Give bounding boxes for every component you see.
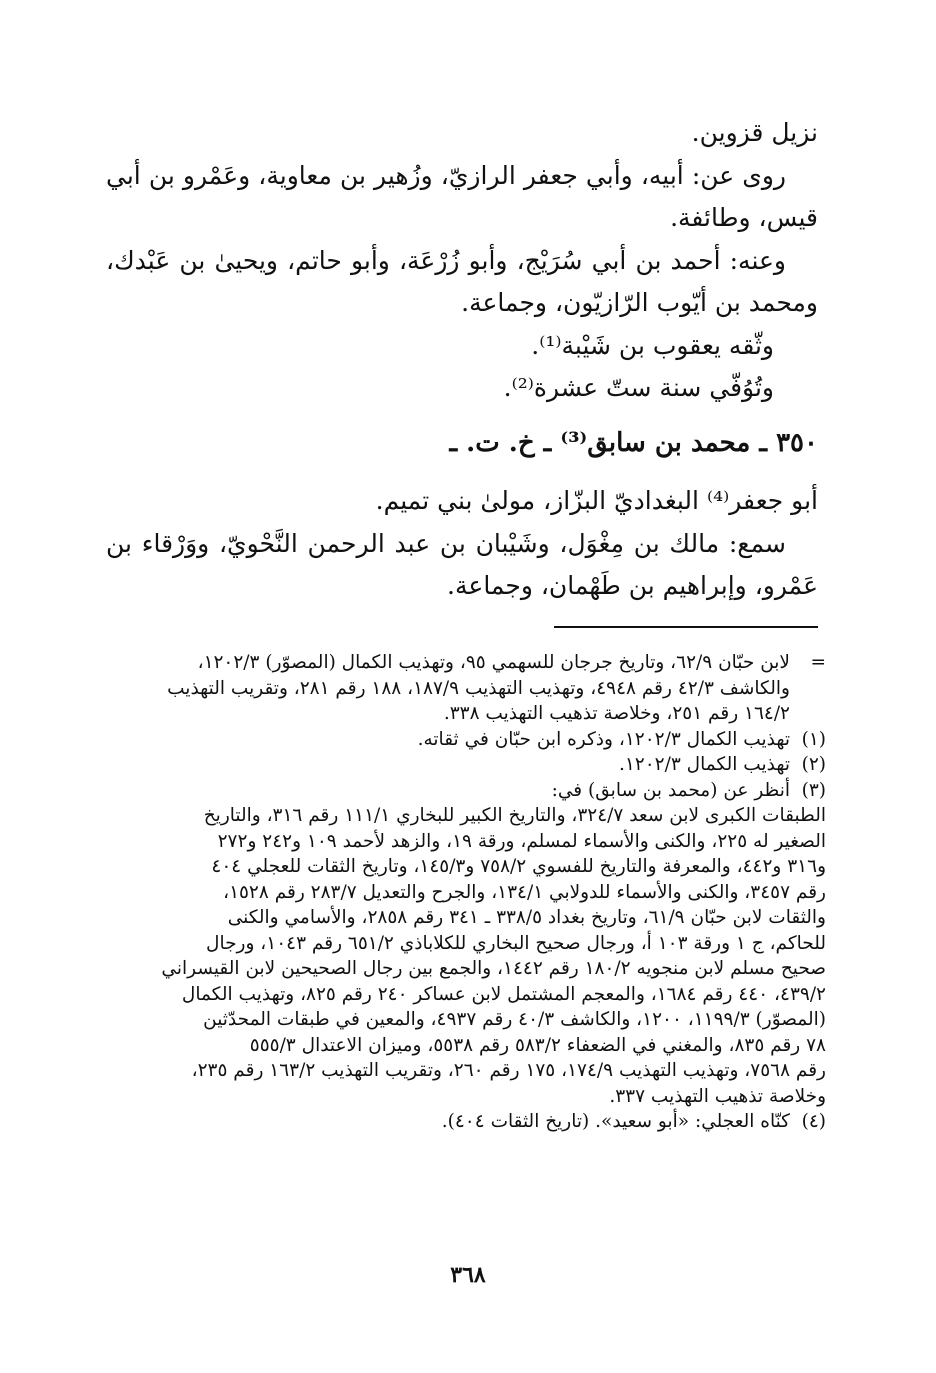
footnote-line: صحيح مسلم لابن منجويه ١٨٠/٢ رقم ١٤٤٢، والجمع بين رجال الصحيحين لابن القيسراني: [161, 958, 826, 979]
footnote-line: ١٦٤/٢ رقم ٢٥١، وخلاصة تذهيب التهذيب ٣٣٨.: [443, 703, 790, 724]
footnote-continuation: [102, 650, 826, 727]
footnote-2: [102, 752, 826, 778]
paragraph-death: وتُوُفّي سنة ستّ عشرة⁽²⁾.: [503, 373, 774, 402]
main-text: [106, 112, 818, 608]
footnote-marker: (٤): [801, 1111, 826, 1132]
footnote-marker: (١): [801, 728, 826, 750]
paragraph-narrated-from: روى عن: أبيه، وأبي جعفر الرازيّ، وزُهير بن معاوية، وعَمْرو بن أبي قيس، وطائفة.: [106, 160, 818, 232]
footnote-line: ٤٣٩/٢، ٤٤٠ رقم ١٦٨٤، والمعجم المشتمل لابن عساكر ٢٤٠ رقم ٨٢٥، وتهذيب الكمال: [181, 983, 826, 1005]
footnote-line: والثقات لابن حبّان ٦١/٩، وتاريخ بغداد ٣٣٨/٥ ـ ٣٤١ رقم ٢٨٥٨، والأسامي والكنى: [227, 907, 826, 928]
paragraph-narrated-by: وعنه: أحمد بن أبي سُرَيْج، وأبو زُرْعَة، وأبو حاتم، ويحيىٰ بن عَبْدك، ومحمد بن أيّوب الرّازيّون، وجماعة.: [106, 245, 818, 317]
footnote-1: [102, 727, 826, 753]
paragraph-trusted-by: وثّقه يعقوب بن شَيْبة⁽¹⁾.: [531, 330, 774, 360]
footnote-line: لابن حبّان ٦٢/٩، وتاريخ جرجان للسهمي ٩٥، وتهذيب الكمال (المصوّر) ١٢٠٢/٣،: [197, 652, 790, 673]
footnote-line: رقم ٣٤٥٧، والكنى والأسماء للدولابي ١٣٤/١، والجرح والتعديل ٢٨٣/٧ رقم ١٥٢٨،: [223, 881, 826, 903]
footnote-line: ٧٨ رقم ٨٣٥، والمغني في الضعفاء ٥٨٣/٢ رقم ٥٥٣٨، وميزان الاعتدال ٥٥٥/٣: [249, 1034, 826, 1056]
page-number: ٣٦٨: [450, 1262, 486, 1288]
footnote-marker: (٢): [801, 754, 826, 775]
footnote-line: و٣١٦ و٤٤٢، والمعرفة والتاريخ للفسوي ٧٥٨/٢ و١٤٥/٣، وتاريخ الثقات للعجلي ٤٠٤: [211, 856, 826, 877]
entry-heading: ٣٥٠ ـ محمد بن سابق⁽³⁾ ـ خ. ت. ـ: [449, 427, 818, 458]
footnote-marker: =: [810, 652, 826, 673]
footnote-line: والكاشف ٤٢/٣ رقم ٤٩٤٨، وتهذيب التهذيب ١٨٧/٩، ١٨٨ رقم ٢٨١، وتقريب التهذيب: [167, 677, 790, 699]
footnotes: [102, 650, 826, 1135]
paragraph-heard-from: سمع: مالك بن مِغْوَل، وشَيْبان بن عبد الرحمن النَّحْويّ، ووَرْقاء بن عَمْرو، وإبراهيم بن طَهْمان، وجماعة.: [106, 528, 818, 600]
paragraph-residence: نزيل قزوين.: [691, 118, 818, 147]
footnote-3-sources: [102, 803, 826, 1109]
footnote-3: [102, 778, 826, 804]
footnote-line: أنظر عن (محمد بن سابق) في:: [551, 779, 790, 801]
footnote-line: وخلاصة تذهيب التهذيب ٣٣٧.: [609, 1085, 826, 1107]
footnote-line: (المصوّر) ١١٩٩/٣، ١٢٠٠، والكاشف ٤٠/٣ رقم ٤٩٣٧، والمعين في طبقات المحدّثين: [203, 1009, 826, 1030]
paragraph-kunya: أبو جعفر⁽⁴⁾ البغداديّ البزّاز، مولىٰ بني تميم.: [375, 486, 818, 515]
footnote-line: تهذيب الكمال ١٢٠٢/٣.: [618, 754, 790, 775]
footnote-line: للحاكم، ج ١ ورقة ١٠٣ أ، ورجال صحيح البخاري للكلاباذي ٦٥١/٢ رقم ١٠٤٣، ورجال: [206, 932, 826, 954]
footnote-line: الطبقات الكبرى لابن سعد ٣٢٤/٧، والتاريخ الكبير للبخاري ١١١/١ رقم ٣١٦، والتاريخ: [203, 805, 826, 826]
footnote-line: كنّاه العجلي: «أبو سعيد». (تاريخ الثقات ٤٠٤).: [441, 1111, 790, 1132]
footnote-divider: [554, 626, 818, 628]
footnote-line: تهذيب الكمال ١٢٠٢/٣، وذكره ابن حبّان في ثقاته.: [417, 728, 790, 750]
footnote-line: رقم ٧٥٦٨، وتهذيب التهذيب ١٧٤/٩، ١٧٥ رقم ٢٦٠، وتقريب التهذيب ١٦٣/٢ رقم ٢٣٥،: [191, 1060, 826, 1081]
footnote-line: الصغير له ٢٢٥، والكنى والأسماء لمسلم، ورقة ١٩، والزهد لأحمد ١٠٩ و٢٤٢ و٢٧٢: [217, 830, 826, 852]
footnote-4: [102, 1109, 826, 1135]
footnote-marker: (٣): [801, 779, 826, 801]
